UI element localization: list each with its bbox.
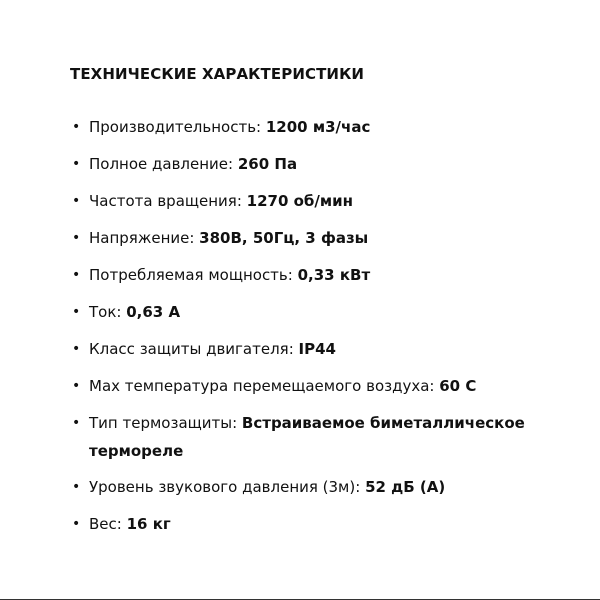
bullet-icon: • [72, 516, 81, 532]
spec-item-max-air-temperature [70, 372, 570, 400]
spec-label: Тип термозащиты: [89, 414, 242, 432]
spec-value: 0,33 кВт [297, 266, 371, 284]
spec-value: 260 Па [237, 155, 298, 173]
spec-value: 52 дБ (А) [365, 478, 446, 496]
spec-label: Ток: [89, 303, 127, 321]
bullet-icon: • [72, 193, 81, 209]
spec-value: 16 кг [126, 515, 171, 533]
spec-item-thermal-protection [70, 409, 570, 465]
spec-value: IP44 [298, 340, 336, 358]
spec-list [70, 113, 570, 547]
spec-item-pressure [70, 150, 570, 178]
spec-value: 60 С [439, 377, 477, 395]
spec-label: Напряжение: [89, 229, 200, 247]
bullet-icon: • [72, 156, 81, 172]
spec-label: Производительность: [89, 118, 266, 136]
bullet-icon: • [72, 378, 81, 394]
spec-value: 380В, 50Гц, 3 фазы [199, 229, 369, 247]
bullet-icon: • [72, 479, 81, 495]
spec-label: Уровень звукового давления (3м): [89, 478, 366, 496]
spec-item-current [70, 298, 570, 326]
spec-item-protection-class [70, 335, 570, 363]
spec-value: 0,63 А [126, 303, 181, 321]
spec-item-performance [70, 113, 570, 141]
spec-label: Потребляемая мощность: [89, 266, 298, 284]
spec-item-weight [70, 510, 570, 538]
spec-value: 1270 об/мин [246, 192, 354, 210]
spec-value: Встраиваемое биметаллическое термореле [89, 414, 525, 460]
bullet-icon: • [72, 119, 81, 135]
spec-label: Вес: [89, 515, 127, 533]
bullet-icon: • [72, 230, 81, 246]
spec-item-sound-pressure [70, 473, 570, 501]
spec-item-rotation-speed [70, 187, 570, 215]
page-title: ТЕХНИЧЕСКИЕ ХАРАКТЕРИСТИКИ [70, 65, 365, 83]
spec-label: Полное давление: [89, 155, 238, 173]
bullet-icon: • [72, 341, 81, 357]
bullet-icon: • [72, 267, 81, 283]
spec-item-power [70, 261, 570, 289]
spec-item-voltage [70, 224, 570, 252]
spec-label: Max температура перемещаемого воздуха: [89, 377, 440, 395]
spec-label: Частота вращения: [89, 192, 247, 210]
bullet-icon: • [72, 304, 81, 320]
bullet-icon: • [72, 415, 81, 431]
spec-value: 1200 м3/час [265, 118, 371, 136]
spec-label: Класс защиты двигателя: [89, 340, 299, 358]
